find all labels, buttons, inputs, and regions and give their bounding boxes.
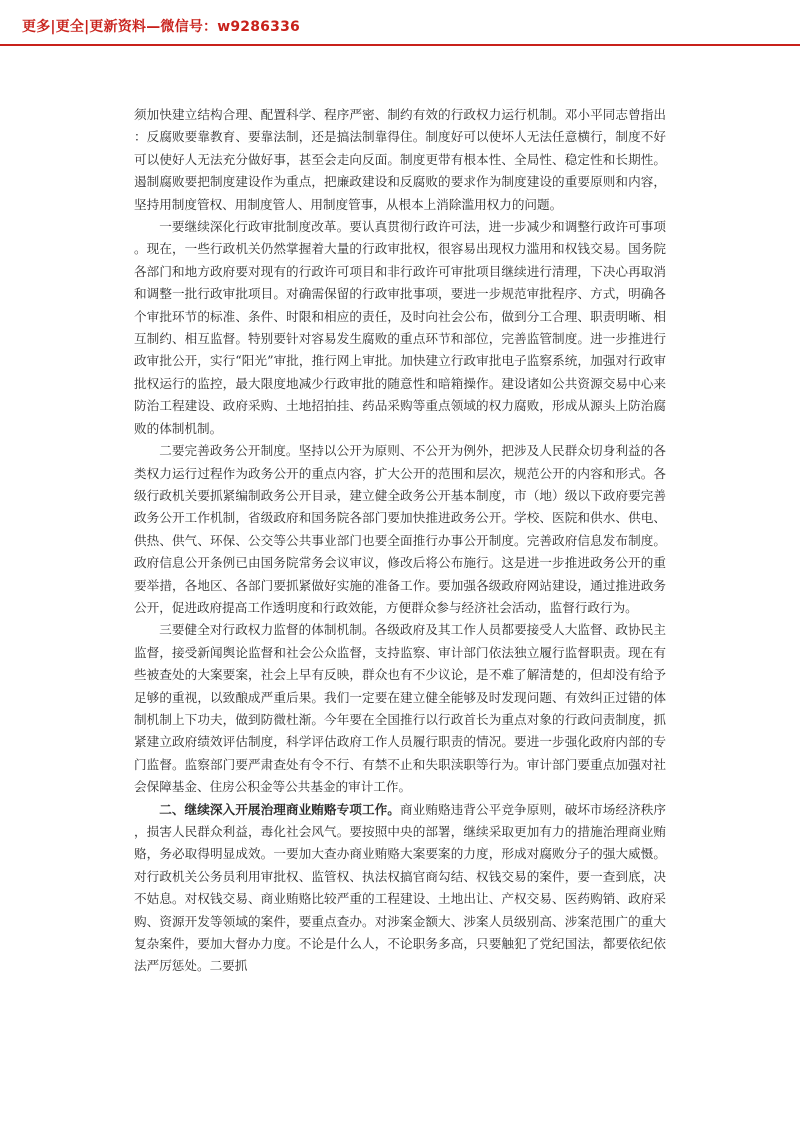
header-banner: 更多|更全|更新资料—微信号：w9286336: [22, 19, 300, 35]
header-divider: [0, 44, 800, 46]
section-heading: 二、继续深入开展治理商业贿赂专项工作。: [159, 801, 400, 817]
paragraph-4: 三要健全对行政权力监督的体制机制。各级政府及其工作人员都要接受人大监督、政协民主监督，接受新闻舆论监督和社会公众监督，支持监察、审计部门依法独立履行监督职责。现在有些被查处的大案要案，社会上早有反映，群众也有不少议论，是不难了解清楚的，但却没有给予足够的重视，以致酿成严重后果。我们一定要在建立健全能够及时发现问题、有效纠正过错的体制机制上下功夫，做到防微杜渐。今年要在全国推行以行政首长为重点对象的行政问责制度，抓紧建立政府绩效评估制度，科学评估政府工作人员履行职责的情况。要进一步强化政府内部的专门监督。监察部门要严肃查处有令不行、有禁不止和失职渎职等行为。审计部门要重点加强对社会保障基金、住房公积金等公共基金的审计工作。: [134, 622, 666, 795]
paragraph-1: 须加快建立结构合理、配置科学、程序严密、制约有效的行政权力运行机制。邓小平同志曾指出：反腐败要靠教育、要靠法制，还是搞法制靠得住。制度好可以使坏人无法任意横行，制度不好可以使好人无法充分做好事，甚至会走向反面。制度更带有根本性、全局性、稳定性和长期性。遏制腐败要把制度建设作为重点，把廉政建设和反腐败的要求作为制度建设的重要原则和内容，坚持用制度管权、用制度管人、用制度管事，从根本上消除滥用权力的问题。: [134, 107, 666, 212]
paragraph-5: [134, 799, 666, 978]
paragraph-3: 二要完善政务公开制度。坚持以公开为原则、不公开为例外，把涉及人民群众切身利益的各类权力运行过程作为政务公开的重点内容，扩大公开的范围和层次，规范公开的内容和形式。各级行政机关要抓紧编制政务公开目录，建立健全政务公开基本制度，市（地）级以下政府要完善政务公开工作机制，省级政府和国务院各部门要加快推进政务公开。学校、医院和供水、供电、供热、供气、环保、公交等公共事业部门也要全面推行办事公开制度。完善政府信息发布制度。政府信息公开条例已由国务院常务会议审议，修改后将公布施行。这是进一步推进政务公开的重要举措，各地区、各部门要抓紧做好实施的准备工作。要加强各级政府网站建设，通过推进政务公开，促进政府提高工作透明度和行政效能，方便群众参与经济社会活动，监督行政行为。: [134, 443, 666, 615]
paragraph-5-text: 商业贿赂违背公平竞争原则，破坏市场经济秩序，损害人民群众利益，毒化社会风气。要按照中央的部署，继续采取更加有力的措施治理商业贿赂，务必取得明显成效。一要加大查办商业贿赂大案要案的力度，形成对腐败分子的强大威慑。对行政机关公务员利用审批权、监管权、执法权搞官商勾结、权钱交易的案件，要一查到底，决不姑息。对权钱交易、商业贿赂比较严重的工程建设、土地出让、产权交易、医药购销、政府采购、资源开发等领域的案件，要重点查办。对涉案金额大、涉案人员级别高、涉案范围广的重大复杂案件，要加大督办力度。不论是什么人，不论职务多高，只要触犯了党纪国法，都要依纪依法严厉惩处。二要抓: [134, 801, 667, 974]
document-body: [134, 104, 666, 978]
paragraph-2: 一要继续深化行政审批制度改革。要认真贯彻行政许可法，进一步减少和调整行政许可事项。现在，一些行政机关仍然掌握着大量的行政审批权，很容易出现权力滥用和权钱交易。国务院各部门和地方政府要对现有的行政许可项目和非行政许可审批项目继续进行清理，下决心再取消和调整一批行政审批项目。对确需保留的行政审批事项，要进一步规范审批程序、方式，明确各个审批环节的标准、条件、时限和相应的责任，及时向社会公布，做到分工合理、职责明晰、相互制约、相互监督。特别要针对容易发生腐败的重点环节和部位，完善监管制度。进一步推进行政审批公开，实行“阳光”审批，推行网上审批。加快建立行政审批电子监察系统，加强对行政审批权运行的监控，最大限度地减少行政审批的随意性和暗箱操作。建设诸如公共资源交易中心来防治工程建设、政府采购、土地招拍挂、药品采购等重点领域的权力腐败，形成从源头上防治腐败的体制机制。: [134, 219, 666, 436]
